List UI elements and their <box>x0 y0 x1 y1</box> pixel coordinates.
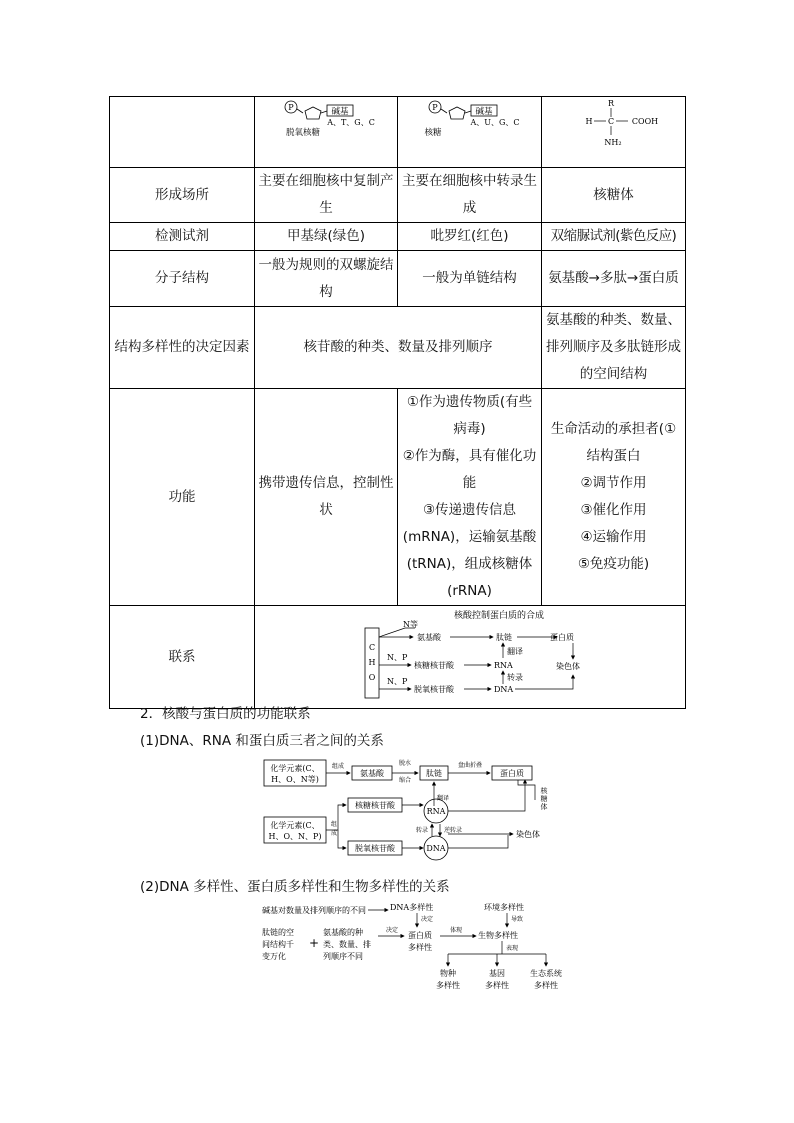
deoxynucleotide-node: 脱氧核苷酸 <box>355 844 395 853</box>
label-np2: N、P <box>387 677 408 686</box>
label-dehydrate-1: 脱水 <box>398 760 412 767</box>
rna-cell: 吡罗红(红色) <box>398 223 542 251</box>
label-np1: N、P <box>387 653 408 662</box>
chromosome-node: 染色体 <box>516 830 540 839</box>
chon-h: H <box>368 658 376 667</box>
synthesis-diagram <box>255 607 685 707</box>
relationship-diagram <box>260 755 560 865</box>
ecosystem-diversity-1: 生态系统 <box>530 969 562 978</box>
protein-function-item: ③催化作用 <box>580 502 647 518</box>
dna-node: DNA <box>426 844 446 853</box>
label-cause: 导致 <box>511 916 524 923</box>
row-label: 分子结构 <box>110 251 255 307</box>
diversity-diagram <box>262 900 582 1000</box>
sugar-label: 核糖 <box>423 128 442 138</box>
rna-function-item: ①作为遗传物质(有些病毒) <box>406 394 533 437</box>
protein-diversity-2: 多样性 <box>408 943 432 952</box>
ribonucleotide-node: 核糖核苷酸 <box>355 801 395 810</box>
dna-structure-cell <box>255 97 398 168</box>
base-types: A、U、G、C <box>469 118 520 127</box>
table-row <box>110 307 686 389</box>
gene-diversity-2: 多样性 <box>485 981 509 990</box>
label-translate: 翻译 <box>507 647 523 656</box>
label-dehydrate-2: 缩合 <box>398 777 412 784</box>
rna-structure-cell <box>398 97 542 168</box>
amino-acid-formula <box>549 97 679 157</box>
protein-function-item: ④运输作用 <box>580 529 647 545</box>
row-label: 功能 <box>110 389 255 606</box>
ribonucleotide-node: 核糖核苷酸 <box>414 661 454 670</box>
c-atom: C <box>607 117 614 126</box>
element-box-1-line2: H、O、N等) <box>271 775 319 784</box>
species-diversity-1: 物种 <box>440 969 456 978</box>
chon-c: C <box>368 643 376 652</box>
rna-function-cell <box>398 389 542 606</box>
peptide-space-3: 变万化 <box>262 952 286 961</box>
label-show: 表现 <box>506 945 519 952</box>
row-label: 结构多样性的决定因素 <box>110 307 255 389</box>
row-label: 形成场所 <box>110 168 255 223</box>
row-label: 联系 <box>110 606 255 709</box>
element-box-1-line1: 化学元素(C、 <box>270 764 320 773</box>
aa-diff-3: 列顺序不同 <box>323 952 363 961</box>
base-diff-text: 碱基对数量及排列顺序的不同 <box>262 906 366 915</box>
dna-cell: 甲基绿(绿色) <box>255 223 398 251</box>
label-decide-1: 决定 <box>421 916 434 923</box>
ecosystem-diversity-2: 多样性 <box>534 981 558 990</box>
base-label: 碱基 <box>331 107 349 117</box>
dna-node: DNA <box>494 685 514 694</box>
function-row <box>110 389 686 606</box>
base-types: A、T、G、C <box>327 118 375 127</box>
dna-cell: 主要在细胞核中复制产生 <box>255 168 398 223</box>
aa-diff-1: 氨基酸的种 <box>323 928 363 937</box>
phosphate-label: P <box>288 103 294 112</box>
label-reverse-transcribe: 逆转录 <box>444 827 463 834</box>
rna-node: RNA <box>494 661 513 670</box>
label-fold: 盘曲折叠 <box>457 762 483 769</box>
dna-function-cell: 携带遗传信息，控制性状 <box>255 389 398 606</box>
label-compose-2b: 成 <box>330 830 338 837</box>
deoxynucleotide-node: 脱氧核苷酸 <box>414 685 454 694</box>
table-row <box>110 223 686 251</box>
row-label: 检测试剂 <box>110 223 255 251</box>
environment-diversity-node: 环境多样性 <box>484 903 524 912</box>
deoxyribonucleotide-diagram <box>261 97 391 157</box>
chromosome-node: 染色体 <box>556 662 580 671</box>
dna-cell: 一般为规则的双螺旋结构 <box>255 251 398 307</box>
ribonucleotide-diagram <box>405 97 535 157</box>
protein-function-item: ②调节作用 <box>580 475 647 491</box>
dna-diversity-node: DNA多样性 <box>390 903 434 912</box>
element-box-2-line2: H、O、N、P) <box>268 832 322 841</box>
amino-acid-node: 氨基酸 <box>360 769 384 778</box>
rna-cell: 主要在细胞核中转录生成 <box>398 168 542 223</box>
h-atom: H <box>585 117 592 126</box>
section-heading: 2．核酸与蛋白质的功能联系 <box>140 706 311 722</box>
aa-diff-2: 类、数量、排 <box>323 940 371 949</box>
structure-row <box>110 97 686 168</box>
label-transcribe: 转录 <box>507 673 523 682</box>
rna-cell: 一般为单链结构 <box>398 251 542 307</box>
protein-function-cell <box>542 389 686 606</box>
ribosome-3: 体 <box>540 803 548 811</box>
protein-function-item: 生命活动的承担者(①结构蛋白 <box>550 421 677 464</box>
protein-cell: 双缩脲试剂(紫色反应) <box>542 223 686 251</box>
r-group: R <box>607 99 614 108</box>
label-n-etc: N等 <box>403 620 418 629</box>
peptide-space-2: 间结构千 <box>262 940 294 949</box>
protein-cell: 氨基酸的种类、数量、排列顺序及多肽链形成的空间结构 <box>542 307 686 389</box>
plus-sign: + <box>309 936 320 950</box>
carboxyl: COOH <box>631 117 658 126</box>
diagram-title: 核酸控制蛋白质的合成 <box>453 611 545 621</box>
label-transcribe: 转录 <box>415 827 428 834</box>
link-diagram-cell <box>255 606 686 709</box>
amino-acid-node: 氨基酸 <box>417 633 441 642</box>
chon-o: O <box>368 673 376 682</box>
protein-node: 蛋白质 <box>550 633 574 642</box>
label-compose: 组成 <box>331 763 345 770</box>
protein-diversity-1: 蛋白质 <box>408 931 432 940</box>
ribosome-1: 核 <box>540 787 548 795</box>
nucleic-acid-cell: 核苷酸的种类、数量及排列顺序 <box>255 307 542 389</box>
rna-node: RNA <box>426 807 446 816</box>
amino-group: NH₂ <box>603 138 622 147</box>
subsection-heading-1: (1)DNA、RNA 和蛋白质三者之间的关系 <box>140 733 384 749</box>
amino-acid-structure-cell <box>542 97 686 168</box>
rna-function-item: ③传递遗传信息(mRNA)，运输氨基酸(tRNA)，组成核糖体(rRNA) <box>402 502 537 599</box>
comparison-table <box>109 96 686 709</box>
protein-cell: 氨基酸→多肽→蛋白质 <box>542 251 686 307</box>
rna-function-item: ②作为酶，具有催化功能 <box>402 448 537 491</box>
label-translate: 翻译 <box>437 795 450 802</box>
ribosome-2: 糖 <box>540 795 548 803</box>
subsection-heading-2: (2)DNA 多样性、蛋白质多样性和生物多样性的关系 <box>140 879 450 895</box>
sugar-label: 脱氧核糖 <box>285 128 321 138</box>
phosphate-label: P <box>431 103 438 112</box>
peptide-space-1: 肽链的空 <box>262 928 294 937</box>
table-row <box>110 168 686 223</box>
element-box-2-line1: 化学元素(C、 <box>270 821 320 830</box>
base-label: 碱基 <box>474 107 493 117</box>
gene-diversity-1: 基因 <box>489 969 505 978</box>
peptide-node: 肽链 <box>426 769 442 778</box>
protein-function-item: ⑤免疫功能) <box>577 556 650 572</box>
table-row <box>110 251 686 307</box>
peptide-node: 肽链 <box>496 633 512 642</box>
label-compose-2a: 组 <box>330 821 338 828</box>
link-row <box>110 606 686 709</box>
biodiversity-node: 生物多样性 <box>478 931 518 940</box>
species-diversity-2: 多样性 <box>436 981 460 990</box>
empty-header-cell <box>110 97 255 168</box>
label-decide-2: 决定 <box>386 927 399 934</box>
label-embody: 体现 <box>450 927 463 934</box>
protein-node: 蛋白质 <box>500 769 524 778</box>
protein-cell: 核糖体 <box>542 168 686 223</box>
